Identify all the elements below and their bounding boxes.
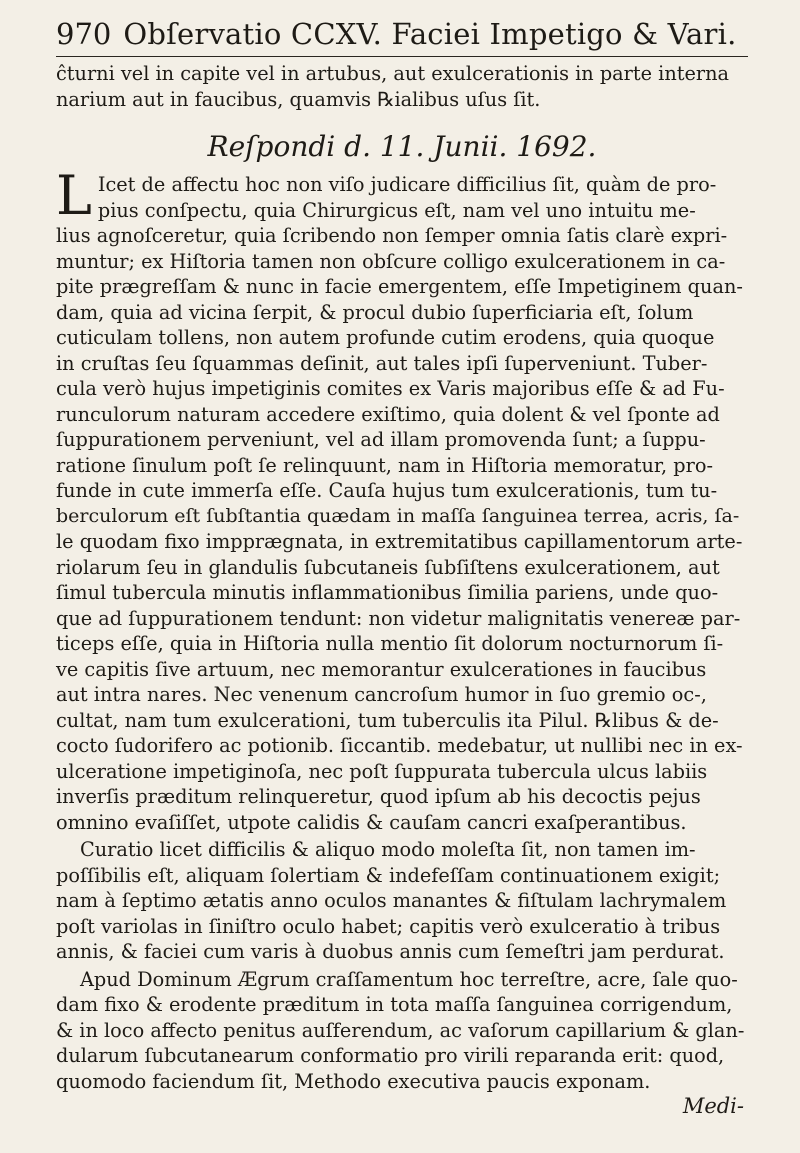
text-line: cuticulam tollens, non autem profunde cutim erodens, quia quoque bbox=[56, 326, 715, 349]
text-line: ve capitis ſive artuum, nec memorantur exulcerationes in faucibus bbox=[56, 657, 707, 681]
text-line: pite prægreſſam & nunc in facie emergentem, eſſe Impetiginem quan- bbox=[56, 275, 743, 298]
text-line: cula verò hujus impetiginis comites ex Varis majoribus eſſe & ad Fu- bbox=[56, 377, 725, 400]
text-line: ĉturni vel in capite vel in artubus, aut exulcerationis in parte interna bbox=[56, 62, 730, 85]
text-line: dam fixo & erodente præditum in tota maſſa ſanguinea corrigendum, bbox=[56, 993, 733, 1016]
text-line: annis, & faciei cum varis à duobus annis cum ſemeſtri jam perdurat. bbox=[56, 940, 725, 963]
text-line: Icet de affectu hoc non viſo judicare difficilius ſit, quàm de pro- bbox=[97, 173, 717, 196]
text-line: nam à ſeptimo ætatis anno oculos manantes & fiſtulam lachrymalem bbox=[56, 889, 727, 912]
text-line: cultat, nam tum exulcerationi, tum tuberculis ita Pilul. ℞libus & de- bbox=[56, 708, 719, 732]
text-line: le quodam fixo impprægnata, in extremitatibus capillamentorum arte- bbox=[56, 530, 743, 553]
text-line: Apud Dominum Ægrum craſſamentum hoc terreſtre, acre, ſale quo- bbox=[80, 967, 738, 991]
running-title: Obſervatio CCXV. Faciei Impetigo & Vari. bbox=[123, 17, 737, 51]
text-line: pius conſpectu, quia Chirurgicus eſt, nam vel uno intuitu me- bbox=[97, 198, 696, 222]
text-line: ratione ſinulum poſt ſe relinquunt, nam in Hiſtoria memoratur, pro- bbox=[56, 453, 713, 477]
text-line: cocto ſudorifero ac potionib. ſiccantib. medebatur, ut nullibi nec in ex- bbox=[56, 734, 743, 757]
text-line: Curatio licet difficilis & aliquo modo moleſta ſit, non tamen im- bbox=[80, 838, 696, 861]
text-line: in cruſtas ſeu ſquammas deſinit, aut tales ipſi ſuperveniunt. Tuber- bbox=[56, 351, 708, 375]
text-line: inverſis præditum relinqueretur, quod ipſum ab his decoctis pejus bbox=[56, 785, 701, 808]
text-line: & in loco affecto penitus auſferendum, ac vaſorum capillarium & glan- bbox=[56, 1018, 745, 1042]
text-line: muntur; ex Hiſtoria tamen non obſcure colligo exulcerationem in ca- bbox=[56, 249, 726, 273]
text-line: poſt variolas in ſiniſtro oculo habet; capitis verò exulceratio à tribus bbox=[56, 914, 721, 938]
text-line: que ad ſuppurationem tendunt: non videtur malignitatis venereæ par- bbox=[56, 606, 741, 630]
respondi-heading: Reſpondi d. 11. Junii. 1692. bbox=[207, 130, 597, 163]
text-line: quomodo faciendum ſit, Methodo executiva paucis exponam. bbox=[56, 1069, 651, 1093]
text-line: runculorum naturam accedere exiſtimo, quia dolent & vel ſponte ad bbox=[56, 402, 720, 426]
catchword: Medi- bbox=[682, 1094, 744, 1118]
text-line: ſuppurationem perveniunt, vel ad illam promovenda ſunt; a ſuppu- bbox=[56, 428, 706, 451]
text-line: ſimul tubercula minutis inflammationibus ſimilia pariens, unde quo- bbox=[56, 581, 719, 604]
text-line: ulceratione impetiginoſa, nec poſt ſuppurata tubercula ulcus labiis bbox=[56, 759, 708, 783]
paragraph-curatio bbox=[56, 837, 748, 965]
drop-cap: L bbox=[56, 164, 92, 227]
text-line: narium aut in faucibus, quamvis ℞ialibus uſus ſit. bbox=[56, 87, 541, 111]
running-header bbox=[56, 14, 748, 57]
text-line: dularum ſubcutanearum conformatio pro virili reparanda erit: quod, bbox=[56, 1044, 725, 1067]
text-line: poſſibilis eſt, aliquam ſolertiam & indefeſſam continuationem exigit; bbox=[56, 863, 721, 887]
text-line: berculorum eſt ſubſtantia quædam in maſſa ſanguinea terrea, acris, ſa- bbox=[56, 504, 740, 527]
text-line: funde in cute immerſa eſſe. Cauſa hujus tum exulcerationis, tum tu- bbox=[56, 479, 718, 502]
paragraph-apud-dominum bbox=[56, 967, 748, 1095]
text-line: dam, quia ad vicina ſerpit, & procul dubio ſuperficiaria eſt, ſolum bbox=[56, 300, 694, 324]
text-line: lius agnoſceretur, quia ſcribendo non ſemper omnia ſatis clarè expri- bbox=[56, 224, 728, 247]
text-line: riolarum ſeu in glandulis ſubcutaneis ſubſiſtens exulcerationem, aut bbox=[56, 555, 720, 579]
text-line: omnino evaſiſſet, utpote calidis & cauſam cancri exaſperantibus. bbox=[56, 810, 687, 834]
paragraph-diagnosis bbox=[56, 164, 748, 835]
intro-paragraph bbox=[56, 61, 748, 112]
text-line: ticeps eſſe, quia in Hiſtoria nulla mentio ſit dolorum nocturnorum ſi- bbox=[56, 632, 724, 655]
text-line: aut intra nares. Nec venenum cancroſum humor in ſuo gremio oc-, bbox=[56, 683, 707, 706]
page-number: 970 bbox=[56, 17, 112, 51]
